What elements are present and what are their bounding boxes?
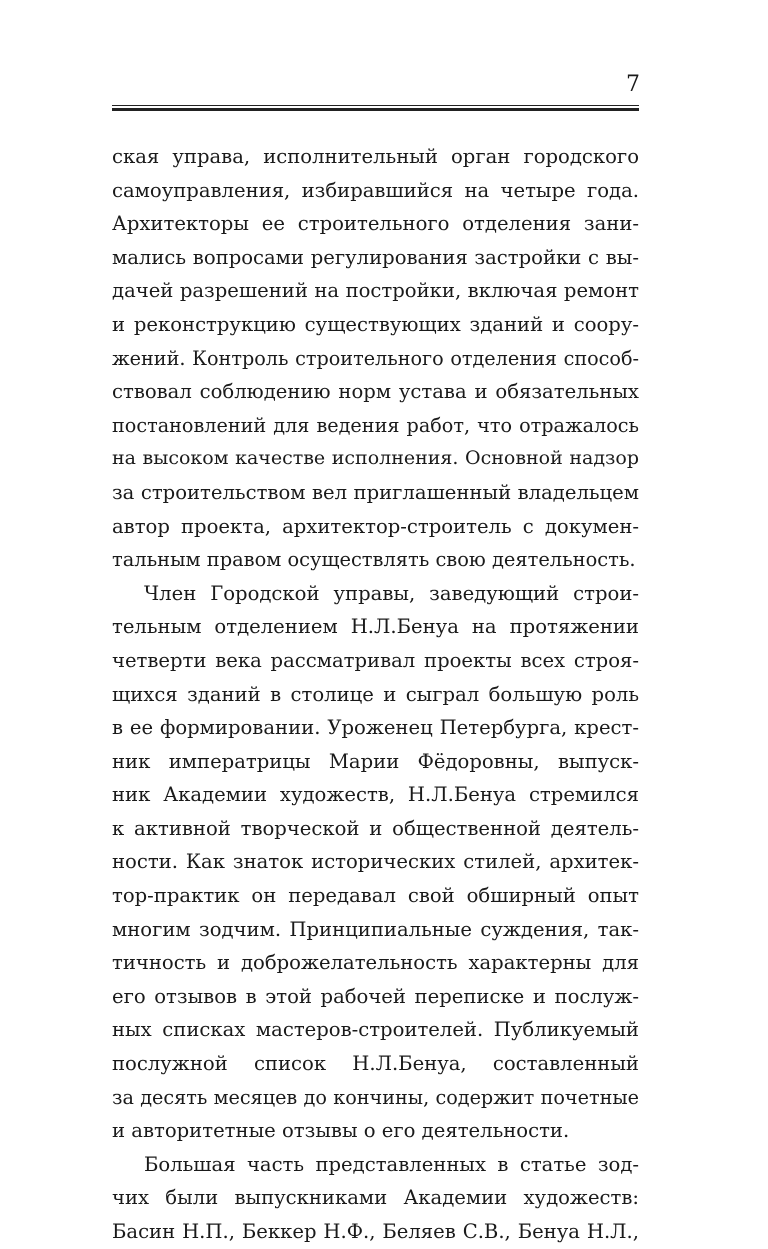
paragraph — [112, 1148, 639, 1249]
text-line: ности. Как знаток исторических стилей, архитек- — [112, 850, 639, 874]
text-line: тельным отделением Н.Л.Бенуа на протяжении — [112, 615, 639, 639]
text-line: ская управа, исполнительный орган городского — [112, 145, 639, 168]
text-line: в ее формировании. Уроженец Петербурга, крест- — [112, 716, 639, 740]
text-line: постановлений для ведения работ, что отражалось — [112, 413, 639, 437]
header-rule-thin — [112, 105, 639, 106]
header-rule-thick — [112, 108, 639, 111]
text-line: тальным правом осуществлять свою деятельность. — [112, 548, 636, 572]
text-line: Басин Н.П., Беккер Н.Ф., Беляев С.В., Бенуа Н.Л., — [112, 1220, 639, 1243]
text-line: тор-практик он передавал свой обширный опыт — [112, 884, 639, 908]
text-line: четверти века рассматривал проекты всех строя- — [112, 648, 639, 672]
text-line: за строительством вел приглашенный владельцем — [112, 480, 639, 504]
text-line: и реконструкцию существующих зданий и соору- — [112, 312, 639, 336]
text-line: самоуправления, избиравшийся на четыре года. — [112, 178, 639, 202]
header-rule — [112, 105, 639, 112]
text-line: на высоком качестве исполнения. Основной надзор — [112, 447, 639, 470]
text-line: Большая часть представленных в статье зод- — [144, 1152, 639, 1176]
text-line: Член Городской управы, заведующий строи- — [144, 581, 639, 605]
text-line: автор проекта, архитектор-строитель с докумен- — [112, 514, 639, 538]
text-line: его отзывов в этой рабочей переписке и послуж- — [112, 984, 639, 1008]
text-line: ствовал соблюдению норм устава и обязательных — [112, 380, 639, 404]
paragraph — [112, 140, 639, 577]
paragraph — [112, 577, 639, 1148]
text-line: Архитекторы ее строительного отделения зани- — [112, 212, 639, 236]
text-line: ник императрицы Марии Фёдоровны, выпуск- — [112, 749, 639, 773]
text-line: тичность и доброжелательность характерны для — [112, 951, 639, 975]
text-line: мались вопросами регулирования застройки с вы- — [112, 245, 639, 269]
text-line: многим зодчим. Принципиальные суждения, так- — [112, 917, 639, 941]
text-line: ных списках мастеров-строителей. Публикуемый — [112, 1018, 639, 1042]
text-line: и авторитетные отзывы о его деятельности. — [112, 1119, 570, 1143]
text-line: щихся зданий в столице и сыграл большую роль — [112, 682, 639, 706]
page-number: 7 — [626, 72, 640, 97]
text-line: к активной творческой и общественной деятель- — [112, 816, 639, 840]
text-line: жений. Контроль строительного отделения способ- — [112, 346, 639, 370]
text-line: чих были выпускниками Академии художеств: — [112, 1186, 639, 1210]
text-line: ник Академии художеств, Н.Л.Бенуа стремился — [112, 783, 639, 807]
body-text — [112, 140, 639, 1249]
text-line: дачей разрешений на постройки, включая ремонт — [112, 279, 639, 303]
text-line: за десять месяцев до кончины, содержит почетные — [112, 1085, 639, 1109]
text-line: послужной список Н.Л.Бенуа, составленный — [112, 1052, 639, 1076]
